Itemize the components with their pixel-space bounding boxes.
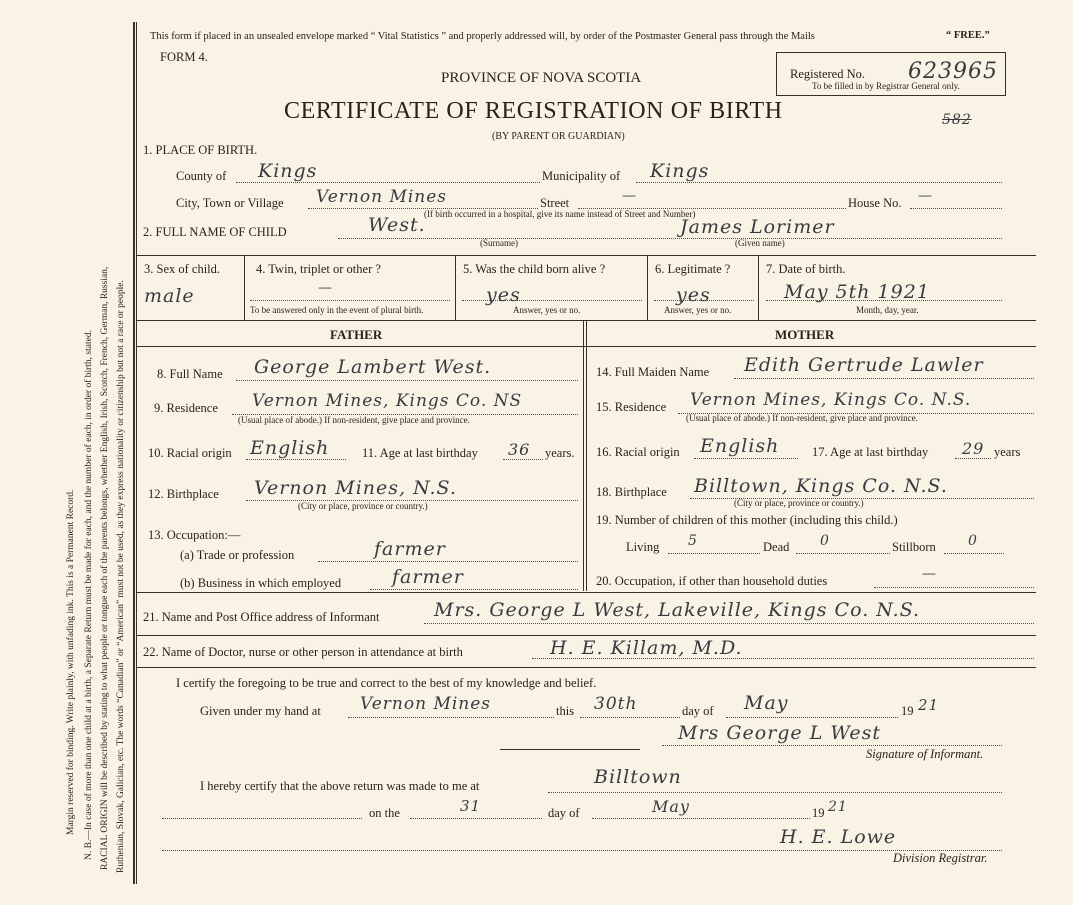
mother-name-label: 14. Full Maiden Name [596, 365, 710, 379]
legit-note: Answer, yes or no. [664, 305, 732, 315]
father-occupation-label: 13. Occupation:— [148, 528, 241, 542]
given-year: 21 [918, 696, 940, 714]
trade-label: (a) Trade or profession [180, 548, 295, 562]
hospital-note: (If birth occurred in a hospital, give its name instead of Street and Number) [424, 209, 696, 219]
registered-number: 623965 [908, 59, 998, 84]
registrar-month: May [652, 797, 690, 816]
father-birthplace-note: (City or place, province or country.) [298, 501, 428, 511]
father-birthplace: Vernon Mines, N.S. [254, 477, 457, 499]
business-value: farmer [392, 566, 464, 588]
registrar-dayof-label: day of [548, 806, 580, 820]
child-surname: West. [368, 214, 426, 236]
mother-res-note: (Usual place of abode.) If non-resident, give place and province. [686, 413, 918, 423]
informant-value: Mrs. George L West, Lakeville, Kings Co. N.S. [434, 599, 921, 621]
father-racial: English [250, 437, 330, 459]
given-label: Given under my hand at [200, 704, 321, 718]
surname-note: (Surname) [480, 238, 518, 248]
informant-label: 21. Name and Post Office address of Informant [143, 610, 380, 624]
child-name-label: 2. FULL NAME OF CHILD [143, 225, 287, 239]
certificate-subtitle: (BY PARENT OR GUARDIAN) [492, 131, 625, 142]
registrar-signature: H. E. Lowe [780, 826, 897, 848]
father-age: 36 [508, 440, 531, 459]
corner-mark: 582 [942, 112, 972, 128]
father-res-label: 9. Residence [154, 401, 218, 415]
father-racial-label: 10. Racial origin [148, 446, 232, 460]
mother-racial-label: 16. Racial origin [596, 445, 680, 459]
stillborn-label: Stillborn [892, 540, 936, 554]
mother-years: years [994, 445, 1021, 459]
doctor-label: 22. Name of Doctor, nurse or other person in attendance at birth [143, 645, 463, 659]
living-label: Living [626, 540, 660, 554]
informant-signature: Mrs George L West [678, 722, 881, 744]
certify-statement: I certify the foregoing to be true and correct to the best of my knowledge and belief. [176, 676, 597, 690]
house-value: — [918, 188, 933, 204]
legit-label: 6. Legitimate ? [655, 262, 731, 276]
dob-value: May 5th 1921 [784, 281, 930, 303]
town-label: City, Town or Village [176, 196, 284, 210]
mother-racial: English [700, 435, 780, 457]
father-age-label: 11. Age at last birthday [362, 446, 478, 460]
mother-age-label: 17. Age at last birthday [812, 445, 929, 459]
year-prefix: 19 [901, 704, 914, 718]
street-value: — [622, 188, 637, 204]
mother-birthplace: Billtown, Kings Co. N.S. [694, 475, 948, 497]
dayof-label: day of [682, 704, 714, 718]
business-label: (b) Business in which employed [180, 576, 342, 590]
alive-note: Answer, yes or no. [513, 305, 581, 315]
father-heading: FATHER [330, 327, 383, 342]
father-years: years. [545, 446, 575, 460]
father-birthplace-label: 12. Birthplace [148, 487, 219, 501]
form-number: FORM 4. [160, 50, 208, 64]
child-given-name: James Lorimer [680, 216, 835, 238]
county-label: County of [176, 169, 227, 183]
mother-res: Vernon Mines, Kings Co. N.S. [690, 390, 972, 410]
mother-birthplace-note: (City or place, province or country.) [734, 498, 864, 508]
registered-note: To be filled in by Registrar General only. [812, 81, 960, 91]
dob-label: 7. Date of birth. [766, 262, 846, 276]
house-label: House No. [848, 196, 902, 210]
left-border [133, 22, 135, 884]
margin-racial-note-1: RACIAL ORIGIN will be described by stating to what people or tongue each of the parents belongs, whether English, Irish, Scotch, French, German, Russian, [100, 266, 110, 870]
trade-value: farmer [374, 538, 446, 560]
father-res: Vernon Mines, Kings Co. NS [252, 391, 523, 411]
twin-value: — [318, 280, 333, 296]
margin-racial-note-2: Ruthenian, Slovak, Galician, etc. The words “Canadian” or “American” must not be used, as they express nationality or citizenship but not a race or people. [116, 280, 126, 873]
alive-value: yes [486, 284, 521, 306]
mother-name: Edith Gertrude Lawler [744, 354, 984, 376]
mother-res-label: 15. Residence [596, 400, 667, 414]
mother-age: 29 [962, 439, 985, 458]
sex-label: 3. Sex of child. [144, 262, 221, 276]
children-label: 19. Number of children of this mother (including this child.) [596, 513, 898, 527]
legit-value: yes [676, 284, 711, 306]
town-value: Vernon Mines [316, 187, 448, 207]
mother-occupation: — [922, 566, 937, 582]
mail-notice: This form if placed in an unsealed envelope marked “ Vital Statistics ” and properly addressed will, by order of the Postmaster General pass through the Mails [150, 31, 815, 42]
street-label: Street [540, 196, 570, 210]
margin-binding-note: Margin reserved for binding. Write plainly, with unfading ink. This is a Permanent Record. [66, 489, 76, 835]
registrar-place: Billtown [594, 766, 682, 788]
dead-label: Dead [763, 540, 790, 554]
doctor-value: H. E. Killam, M.D. [550, 637, 743, 659]
sex-value: male [144, 285, 195, 307]
father-name-label: 8. Full Name [157, 367, 223, 381]
registrar-day: 31 [460, 797, 482, 815]
left-border-inner [136, 22, 137, 884]
given-note: (Given name) [735, 238, 785, 248]
twin-note: To be answered only in the event of plural birth. [250, 305, 424, 315]
mother-heading: MOTHER [775, 327, 835, 342]
registrar-year: 21 [828, 799, 848, 815]
place-section-label: 1. PLACE OF BIRTH. [143, 143, 258, 157]
dead-value: 0 [820, 533, 830, 549]
given-place: Vernon Mines [360, 694, 492, 714]
registrar-signature-label: Division Registrar. [893, 851, 988, 865]
municipality-label: Municipality of [542, 169, 621, 183]
dob-note: Month, day, year. [856, 305, 919, 315]
twin-label: 4. Twin, triplet or other ? [256, 262, 381, 276]
county-value: Kings [258, 160, 318, 182]
mother-occupation-label: 20. Occupation, if other than household duties [596, 574, 828, 588]
margin-nb-note: N. B.—In case of more than one child at a birth, a Separate Return must be made for each, and the number of each, in order of birth, stated. [84, 330, 94, 860]
given-day: 30th [594, 694, 638, 714]
registrar-year-prefix: 19 [812, 806, 825, 820]
registered-label: Registered No. [790, 67, 865, 81]
mother-birthplace-label: 18. Birthplace [596, 485, 667, 499]
informant-signature-label: Signature of Informant. [866, 747, 984, 761]
stillborn-value: 0 [968, 533, 978, 549]
father-name: George Lambert West. [254, 356, 492, 378]
mail-free: “ FREE.” [946, 30, 990, 41]
alive-label: 5. Was the child born alive ? [463, 262, 606, 276]
certificate-title: CERTIFICATE OF REGISTRATION OF BIRTH [284, 98, 783, 124]
this-label: this [556, 704, 575, 718]
given-month: May [744, 692, 789, 714]
registrar-statement: I hereby certify that the above return was made to me at [200, 779, 480, 793]
on-label: on the [369, 806, 400, 820]
living-value: 5 [688, 533, 698, 549]
father-res-note: (Usual place of abode.) If non-resident, give place and province. [238, 415, 470, 425]
province-title: PROVINCE OF NOVA SCOTIA [441, 70, 642, 86]
municipality-value: Kings [650, 160, 710, 182]
